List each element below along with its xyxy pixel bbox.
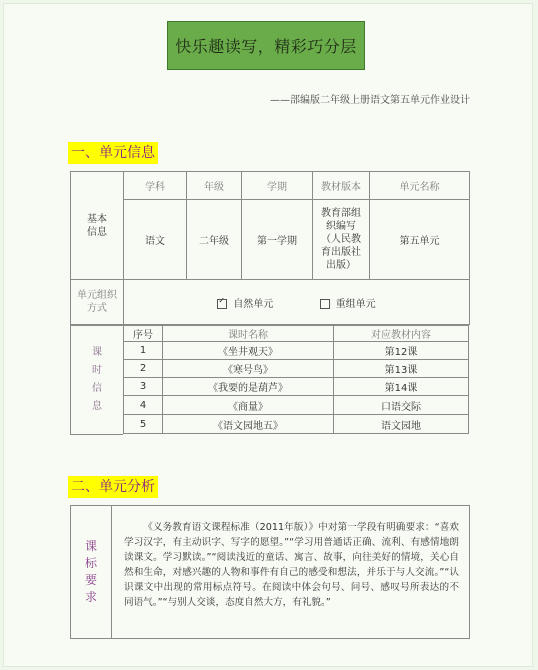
cell-term: 第一学期 xyxy=(242,200,313,280)
org-method-label: 单元组织方式 xyxy=(71,280,124,325)
table-row: 5 《语文园地五》 语文园地 xyxy=(124,415,469,434)
checkbox-empty-icon[interactable] xyxy=(320,299,330,309)
curriculum-requirements-text: 《义务教育语文课程标准（2011年版）》中对第一学段有明确要求：“喜欢学习汉字，有主动识字、写字的愿望。”“学习用普通话正确、流利、有感情地朗读课文。学习默读。”“阅读浅近的童话、寓言、故事，向往美好的情境，关心自然和生命，对感兴趣的人物和事件有自己的感受和想法，并乐于与人交流。”“认识课文中出现的常用标点符号。在阅读中体会句号、问号、感叹号所表达的不同语气。”“与别人交谈，态度自然大方，有礼貌。” xyxy=(124,522,459,608)
cell-subject: 语文 xyxy=(124,200,187,280)
table-row: 4 《商量》 口语交际 xyxy=(124,396,469,415)
lesson-col-name: 课时名称 xyxy=(163,326,334,342)
lesson-col-no: 序号 xyxy=(124,326,163,342)
table-row: 3 《我要的是葫芦》 第14课 xyxy=(124,378,469,396)
col-header-textbook: 教材版本 xyxy=(313,172,370,200)
section-heading-unit-analysis: 二、单元分析 xyxy=(68,476,158,498)
curriculum-requirements-box xyxy=(70,505,470,639)
lesson-table xyxy=(123,325,469,434)
checkbox-checked-icon[interactable] xyxy=(217,299,227,309)
unit-info-table xyxy=(70,171,470,325)
table-row: 1 《坐井观天》 第12课 xyxy=(124,342,469,360)
org-method-options xyxy=(124,280,470,325)
cell-textbook: 教育部组织编写（人民教育出版社出版） xyxy=(313,200,370,280)
option-regrouped-unit[interactable]: 重组单元 xyxy=(320,299,376,310)
lesson-info-side: 课 时 信 息 xyxy=(70,325,123,435)
page-subtitle: ——部编版二年级上册语文第五单元作业设计 xyxy=(270,95,470,106)
col-header-grade: 年级 xyxy=(187,172,242,200)
page-title: 快乐趣读写，精彩巧分层 xyxy=(167,21,365,70)
col-header-unit-name: 单元名称 xyxy=(370,172,470,200)
curriculum-requirements-label: 课 标 要 求 xyxy=(71,506,112,638)
section-heading-unit-info: 一、单元信息 xyxy=(68,142,158,164)
table-row: 2 《寒号鸟》 第13课 xyxy=(124,360,469,378)
col-header-term: 学期 xyxy=(242,172,313,200)
col-header-subject: 学科 xyxy=(124,172,187,200)
basic-info-label: 基本信息 xyxy=(71,172,124,280)
cell-unit-name: 第五单元 xyxy=(370,200,470,280)
option-natural-unit[interactable]: ✓ 自然单元 xyxy=(217,299,273,310)
lesson-col-content: 对应教材内容 xyxy=(334,326,469,342)
cell-grade: 二年级 xyxy=(187,200,242,280)
